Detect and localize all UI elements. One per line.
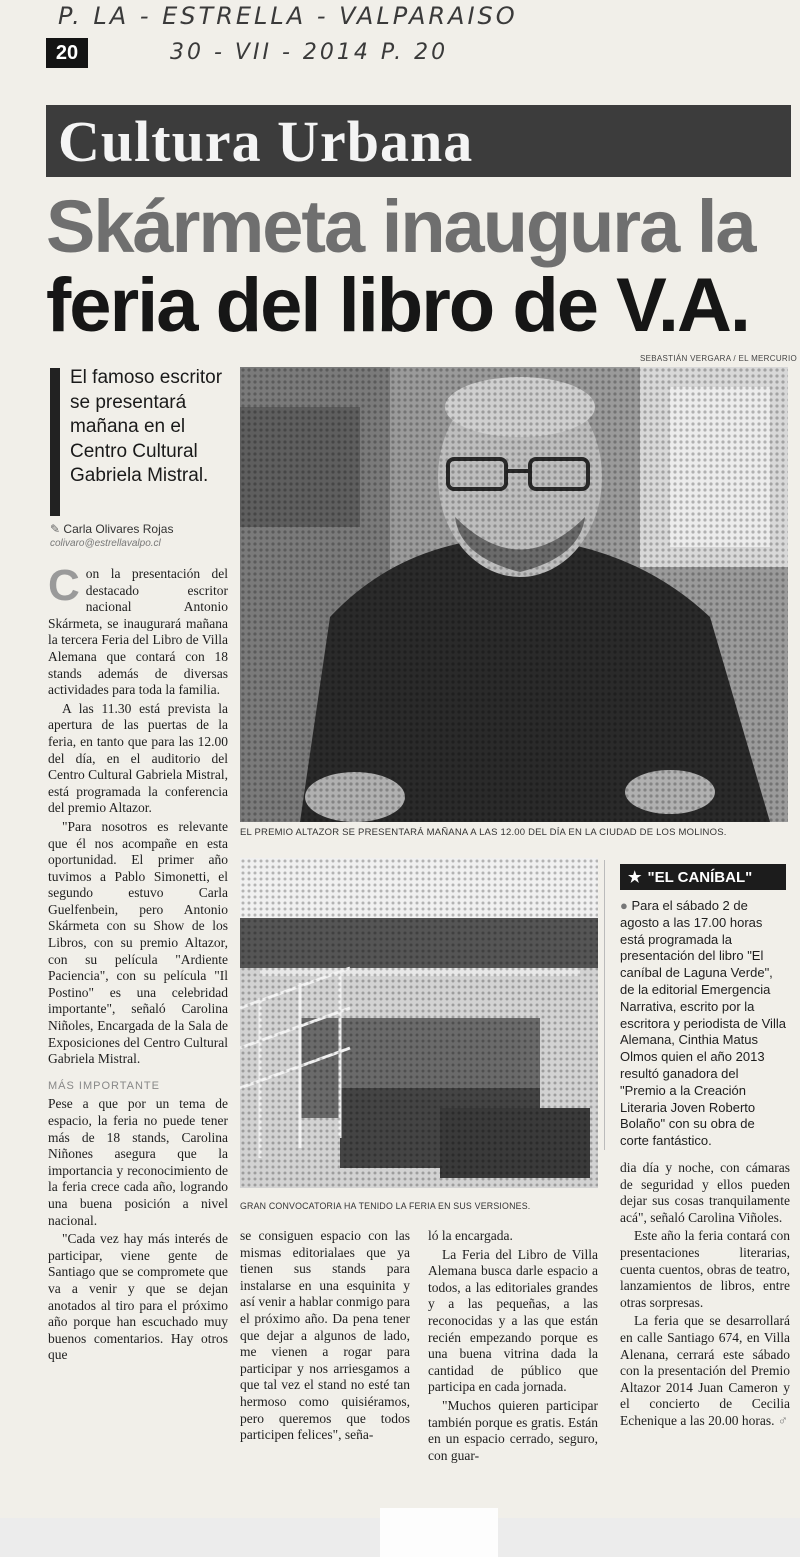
- lede-bar: [50, 368, 60, 516]
- byline-author: [50, 522, 173, 536]
- drop-cap: C: [48, 561, 80, 610]
- paragraph: A las 11.30 está prevista la apertura de las puertas de la feria, en tanto que para las 12.00 del día, en el auditorio del Centro Cultural Gabriela Mistral, está programada la conferencia del premio Altazor.: [48, 700, 228, 816]
- body-column-4: [620, 1160, 790, 1432]
- sidebar-divider: [604, 860, 605, 1150]
- photo-caption-1: EL PREMIO ALTAZOR SE PRESENTARÁ MAÑANA A LAS 12.00 DEL DÍA EN LA CIUDAD DE LOS MOLINOS.: [240, 827, 727, 838]
- photo-feria-image: [240, 858, 598, 1188]
- star-icon: ★: [628, 869, 642, 886]
- paragraph: "Cada vez hay más interés de participar, viene gente de Santiago que se compromete que va a venir y que se dejan anotados al tiro para el próximo año porque han escuchado muy buenos comentarios. Hay otros que: [48, 1231, 228, 1363]
- photo-caption-2: GRAN CONVOCATORIA HA TENIDO LA FERIA EN SUS VERSIONES.: [240, 1201, 531, 1211]
- body-column-2: [240, 1228, 410, 1446]
- paragraph-text: on la presentación del destacado escritor nacional Antonio Skármeta, se inaugurará mañana la tercera Feria del Libro de Villa Alemana que contará con 18 stands además de diversas actividades para toda la familia.: [48, 566, 228, 698]
- sidebar-title: "EL CANÍBAL": [647, 868, 753, 886]
- paragraph: [620, 1313, 790, 1429]
- bullet-icon: ●: [620, 898, 628, 913]
- lede: El famoso escritor se presentará mañana en el Centro Cultural Gabriela Mistral.: [70, 367, 223, 486]
- paragraph: "Muchos quieren participar también porque es gratis. Están en un espacio cerrado, seguro, con guar-: [428, 1397, 598, 1463]
- byline-email: colivaro@estrellavalpo.cl: [50, 538, 161, 549]
- photo-feria: [240, 858, 598, 1188]
- photo-credit: SEBASTIÁN VERGARA / EL MERCURIO: [640, 354, 798, 363]
- scan-white-patch: [380, 1508, 498, 1557]
- photo-skarmeta: [240, 367, 788, 822]
- sidebar-text: Para el sábado 2 de agosto a las 17.00 horas está programada la presentación del libro "El caníbal de Laguna Verde", de la editorial Emergencia Narrativa, escrito por la escritora y periodista de Villa Alemana, Cinthia Matus Olmos quien el año 2013 resultó ganadora del "Premio a la Creación Literaria Joven Roberto Bolaño" con su obra de corte fantástico.: [620, 898, 786, 1149]
- paragraph: "Para nosotros es relevante que él nos acompañe en esta oportunidad. El primer año tuvimos a Pablo Simonetti, el segundo estuvo Carla Guelfenbein, pero Antonio Skármeta con su Show de los Libros, con su premio Altazor, con su película "Ardiente Paciencia", con su película "Il Postino" es una celebridad importante", señaló Carolina Niñoles, Encargada de la Sala de Exposiciones del Centro Cultural Gabriela Mistral.: [48, 818, 228, 1067]
- paragraph: dia día y noche, con cámaras de seguridad y ellos pueden dejar sus cosas tranquilamente acá", señaló Carolina Viñoles.: [620, 1160, 790, 1225]
- paragraph: La Feria del Libro de Villa Alemana busca darle espacio a todos, a las editoriales grandes y a las pequeñas, a las reconocidas y a las que están recién empezando porque es una buena vitrina dada la cantidad de público que participa en cada jornada.: [428, 1246, 598, 1395]
- subhead: MÁS IMPORTANTE: [48, 1079, 160, 1092]
- section-title: Cultura Urbana: [58, 109, 474, 174]
- paragraph: Pese a que por un tema de espacio, la feria no puede tener más de 18 stands, Carolina Niñones asegura que la importancia y reconocimiento de la feria crece cada año, logrando una buena posición a nivel nacional.: [48, 1096, 228, 1228]
- body-column-3: [428, 1228, 598, 1466]
- paragraph-text: La feria que se desarrollará en calle Santiago 674, en Villa Alenana, cerrará este sábado con la presentación del Premio Altazor 2014 Juan Cameron y el concierto de Cecilia Echenique a las 20.00 horas.: [620, 1313, 790, 1428]
- end-mark-icon: ♂: [777, 1412, 788, 1428]
- paragraph: ló la encargada.: [428, 1228, 513, 1243]
- headline-line-2: feria del libro de V.A.: [46, 263, 749, 348]
- paragraph: Este año la feria contará con presentaciones literarias, cuenta cuentos, obras de teatro, lanzamientos de libros, entre otras sorpresas.: [620, 1228, 790, 1310]
- sidebar-header: [620, 864, 786, 890]
- paragraph: se consiguen espacio con las mismas editorialaes que ya tienen sus stands para instalarse en una esquinita y así venir a hablar conmigo para el próximo año. Da pena tener que dejar a algunos de lado, me vienen a rogar para participar y nos arriesgamos a que tal vez el stand no esté tan hermoso como quisiéramos, pero queremos que todos participen felices", seña-: [240, 1228, 410, 1443]
- page-number: 20: [46, 38, 88, 68]
- author-name: Carla Olivares Rojas: [63, 522, 174, 536]
- handwritten-annotation-line2: 30 - VII - 2014 P. 20: [170, 40, 449, 65]
- pencil-icon: ✎: [50, 522, 61, 536]
- sidebar-body: [620, 898, 786, 1150]
- photo-skarmeta-image: [240, 367, 788, 822]
- handwritten-annotation-line1: P. LA - ESTRELLA - VALPARAISO: [58, 2, 518, 30]
- headline-line-1: Skármeta inaugura la: [46, 185, 755, 268]
- paragraph: [48, 561, 228, 699]
- body-column-1: [48, 561, 228, 1366]
